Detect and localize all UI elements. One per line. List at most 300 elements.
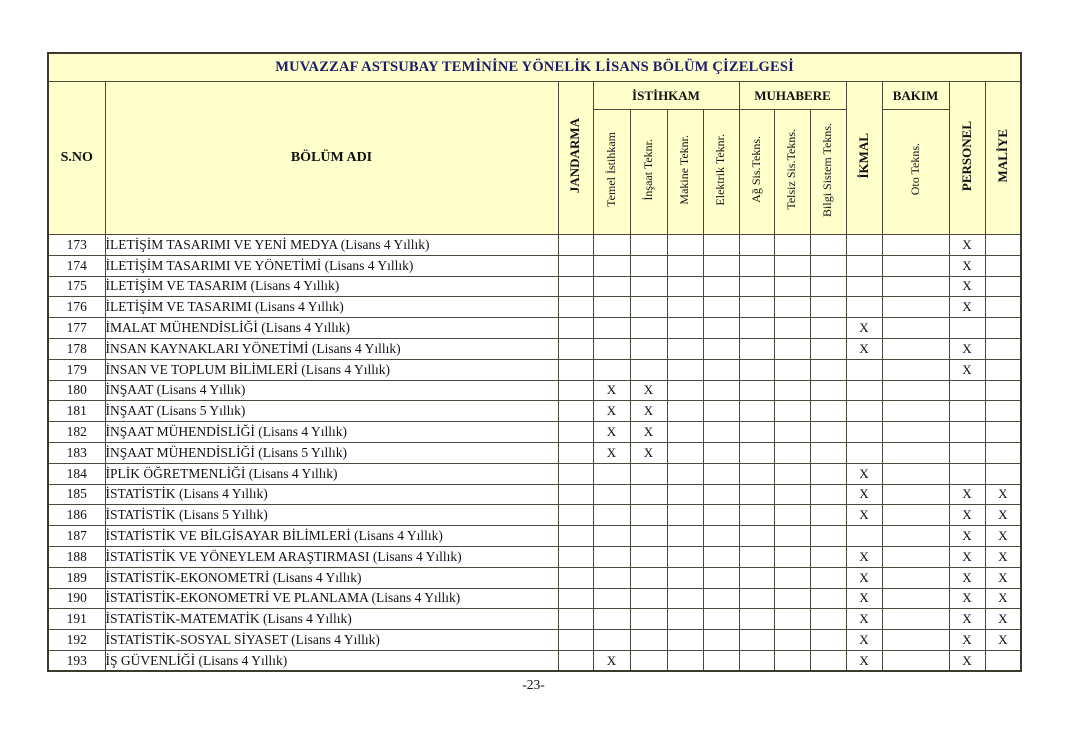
mark-cell-ag_sis_tekns <box>739 359 774 380</box>
mark-cell-temel_istihkam <box>593 297 630 318</box>
mark-cell-oto_tekns <box>882 255 949 276</box>
mark-cell-oto_tekns <box>882 422 949 443</box>
mark-cell-personel: X <box>949 588 985 609</box>
mark-cell-jandarma <box>558 338 593 359</box>
row-number: 174 <box>48 255 105 276</box>
mark-cell-temel_istihkam: X <box>593 650 630 671</box>
department-name: İPLİK ÖĞRETMENLİĞİ (Lisans 4 Yıllık) <box>105 463 558 484</box>
department-name: İSTATİSTİK-SOSYAL SİYASET (Lisans 4 Yıllık) <box>105 630 558 651</box>
mark-cell-oto_tekns <box>882 526 949 547</box>
mark-cell-oto_tekns <box>882 630 949 651</box>
col-header-ikmal <box>846 82 882 235</box>
mark-cell-makine_teknr <box>667 338 703 359</box>
table-row <box>48 235 1021 256</box>
mark-cell-bilgi_sistem_tekns <box>810 359 846 380</box>
mark-cell-ikmal: X <box>846 546 882 567</box>
mark-cell-personel: X <box>949 338 985 359</box>
mark-cell-telsiz_sis_tekns <box>774 463 810 484</box>
department-name: İMALAT MÜHENDİSLİĞİ (Lisans 4 Yıllık) <box>105 318 558 339</box>
elektrik-teknr-rotated-label: Elektrik Teknr. <box>713 133 728 206</box>
mark-cell-insaat_teknr <box>630 526 667 547</box>
mark-cell-ikmal: X <box>846 588 882 609</box>
mark-cell-ag_sis_tekns <box>739 401 774 422</box>
row-number: 187 <box>48 526 105 547</box>
mark-cell-insaat_teknr <box>630 567 667 588</box>
mark-cell-jandarma <box>558 380 593 401</box>
mark-cell-oto_tekns <box>882 338 949 359</box>
mark-cell-jandarma <box>558 276 593 297</box>
mark-cell-ikmal: X <box>846 630 882 651</box>
mark-cell-jandarma <box>558 235 593 256</box>
mark-cell-makine_teknr <box>667 318 703 339</box>
mark-cell-personel <box>949 463 985 484</box>
mark-cell-bilgi_sistem_tekns <box>810 463 846 484</box>
table-row <box>48 567 1021 588</box>
table-row <box>48 380 1021 401</box>
mark-cell-bilgi_sistem_tekns <box>810 442 846 463</box>
col-header-makine-teknr <box>667 110 703 235</box>
mark-cell-insaat_teknr <box>630 318 667 339</box>
mark-cell-telsiz_sis_tekns <box>774 567 810 588</box>
mark-cell-jandarma <box>558 297 593 318</box>
mark-cell-bilgi_sistem_tekns <box>810 255 846 276</box>
bilgi-sistem-tekns-rotated-label: Bilgi Sistem Tekns. <box>820 122 835 217</box>
mark-cell-insaat_teknr <box>630 297 667 318</box>
table-row <box>48 401 1021 422</box>
group-header-bakim: BAKIM <box>882 82 949 110</box>
mark-cell-bilgi_sistem_tekns <box>810 526 846 547</box>
mark-cell-jandarma <box>558 650 593 671</box>
mark-cell-jandarma <box>558 567 593 588</box>
mark-cell-bilgi_sistem_tekns <box>810 297 846 318</box>
mark-cell-bilgi_sistem_tekns <box>810 588 846 609</box>
mark-cell-jandarma <box>558 442 593 463</box>
mark-cell-temel_istihkam <box>593 609 630 630</box>
mark-cell-ag_sis_tekns <box>739 588 774 609</box>
mark-cell-telsiz_sis_tekns <box>774 630 810 651</box>
mark-cell-elektrik_teknr <box>703 630 739 651</box>
mark-cell-maliye: X <box>985 609 1021 630</box>
mark-cell-makine_teknr <box>667 235 703 256</box>
temel-istihkam-rotated-label: Temel İstihkam <box>603 132 618 207</box>
mark-cell-ikmal: X <box>846 318 882 339</box>
mark-cell-maliye <box>985 463 1021 484</box>
mark-cell-jandarma <box>558 401 593 422</box>
row-number: 184 <box>48 463 105 484</box>
mark-cell-jandarma <box>558 526 593 547</box>
mark-cell-temel_istihkam <box>593 630 630 651</box>
mark-cell-ikmal <box>846 380 882 401</box>
mark-cell-telsiz_sis_tekns <box>774 422 810 443</box>
row-number: 189 <box>48 567 105 588</box>
mark-cell-bilgi_sistem_tekns <box>810 630 846 651</box>
mark-cell-bilgi_sistem_tekns <box>810 567 846 588</box>
mark-cell-telsiz_sis_tekns <box>774 276 810 297</box>
header-group-row <box>48 82 1021 110</box>
mark-cell-elektrik_teknr <box>703 567 739 588</box>
mark-cell-makine_teknr <box>667 463 703 484</box>
ag-sis-tekns-rotated-label: Ağ Sis.Tekns. <box>748 136 763 203</box>
mark-cell-makine_teknr <box>667 422 703 443</box>
mark-cell-elektrik_teknr <box>703 463 739 484</box>
mark-cell-maliye <box>985 422 1021 443</box>
department-name: İSTATİSTİK VE BİLGİSAYAR BİLİMLERİ (Lisans 4 Yıllık) <box>105 526 558 547</box>
mark-cell-insaat_teknr <box>630 255 667 276</box>
mark-cell-maliye: X <box>985 505 1021 526</box>
mark-cell-elektrik_teknr <box>703 380 739 401</box>
mark-cell-temel_istihkam <box>593 588 630 609</box>
department-name: İSTATİSTİK-MATEMATİK (Lisans 4 Yıllık) <box>105 609 558 630</box>
mark-cell-ikmal <box>846 401 882 422</box>
row-number: 179 <box>48 359 105 380</box>
mark-cell-insaat_teknr <box>630 650 667 671</box>
table-row <box>48 318 1021 339</box>
row-number: 183 <box>48 442 105 463</box>
department-name: İNŞAAT MÜHENDİSLİĞİ (Lisans 5 Yıllık) <box>105 442 558 463</box>
mark-cell-elektrik_teknr <box>703 318 739 339</box>
mark-cell-insaat_teknr: X <box>630 380 667 401</box>
mark-cell-insaat_teknr <box>630 630 667 651</box>
mark-cell-telsiz_sis_tekns <box>774 650 810 671</box>
mark-cell-bilgi_sistem_tekns <box>810 338 846 359</box>
mark-cell-oto_tekns <box>882 588 949 609</box>
mark-cell-elektrik_teknr <box>703 650 739 671</box>
table-row <box>48 526 1021 547</box>
row-number: 191 <box>48 609 105 630</box>
maliye-rotated-label: MALİYE <box>994 129 1010 183</box>
col-header-temel-istihkam <box>593 110 630 235</box>
mark-cell-ikmal <box>846 442 882 463</box>
mark-cell-ag_sis_tekns <box>739 318 774 339</box>
jandarma-rotated-label: JANDARMA <box>567 118 583 194</box>
mark-cell-elektrik_teknr <box>703 526 739 547</box>
mark-cell-jandarma <box>558 505 593 526</box>
mark-cell-telsiz_sis_tekns <box>774 609 810 630</box>
mark-cell-ikmal <box>846 255 882 276</box>
mark-cell-personel: X <box>949 255 985 276</box>
mark-cell-makine_teknr <box>667 526 703 547</box>
department-name: İNŞAAT (Lisans 4 Yıllık) <box>105 380 558 401</box>
mark-cell-personel: X <box>949 505 985 526</box>
mark-cell-maliye: X <box>985 588 1021 609</box>
mark-cell-elektrik_teknr <box>703 484 739 505</box>
mark-cell-makine_teknr <box>667 276 703 297</box>
mark-cell-maliye <box>985 650 1021 671</box>
mark-cell-maliye: X <box>985 526 1021 547</box>
row-number: 178 <box>48 338 105 359</box>
row-number: 181 <box>48 401 105 422</box>
mark-cell-temel_istihkam <box>593 359 630 380</box>
mark-cell-insaat_teknr: X <box>630 442 667 463</box>
mark-cell-oto_tekns <box>882 297 949 318</box>
department-name: İNŞAAT MÜHENDİSLİĞİ (Lisans 4 Yıllık) <box>105 422 558 443</box>
col-header-jandarma <box>558 82 593 235</box>
mark-cell-bilgi_sistem_tekns <box>810 276 846 297</box>
col-header-telsiz-sis-tekns <box>774 110 810 235</box>
mark-cell-maliye <box>985 401 1021 422</box>
row-number: 190 <box>48 588 105 609</box>
mark-cell-telsiz_sis_tekns <box>774 338 810 359</box>
mark-cell-ag_sis_tekns <box>739 276 774 297</box>
insaat-teknr-rotated-label: İnşaat Teknr. <box>640 138 655 201</box>
mark-cell-insaat_teknr <box>630 276 667 297</box>
department-name: İSTATİSTİK (Lisans 5 Yıllık) <box>105 505 558 526</box>
mark-cell-makine_teknr <box>667 505 703 526</box>
mark-cell-telsiz_sis_tekns <box>774 546 810 567</box>
mark-cell-bilgi_sistem_tekns <box>810 318 846 339</box>
mark-cell-ag_sis_tekns <box>739 297 774 318</box>
mark-cell-personel: X <box>949 546 985 567</box>
mark-cell-oto_tekns <box>882 380 949 401</box>
mark-cell-bilgi_sistem_tekns <box>810 422 846 443</box>
mark-cell-temel_istihkam <box>593 505 630 526</box>
department-name: İSTATİSTİK VE YÖNEYLEM ARAŞTIRMASI (Lisans 4 Yıllık) <box>105 546 558 567</box>
department-name: İNŞAAT (Lisans 5 Yıllık) <box>105 401 558 422</box>
table-row <box>48 650 1021 671</box>
row-number: 193 <box>48 650 105 671</box>
mark-cell-maliye: X <box>985 630 1021 651</box>
mark-cell-temel_istihkam <box>593 255 630 276</box>
mark-cell-temel_istihkam <box>593 567 630 588</box>
mark-cell-oto_tekns <box>882 650 949 671</box>
row-number: 182 <box>48 422 105 443</box>
row-number: 176 <box>48 297 105 318</box>
mark-cell-maliye <box>985 276 1021 297</box>
mark-cell-personel: X <box>949 359 985 380</box>
mark-cell-temel_istihkam: X <box>593 401 630 422</box>
mark-cell-ikmal: X <box>846 650 882 671</box>
mark-cell-makine_teknr <box>667 380 703 401</box>
table-body <box>48 235 1021 672</box>
mark-cell-maliye <box>985 255 1021 276</box>
mark-cell-ag_sis_tekns <box>739 338 774 359</box>
lisans-bolum-cizelgesi-table <box>47 52 1022 672</box>
mark-cell-personel: X <box>949 297 985 318</box>
mark-cell-maliye: X <box>985 567 1021 588</box>
mark-cell-ag_sis_tekns <box>739 546 774 567</box>
mark-cell-temel_istihkam <box>593 318 630 339</box>
col-header-ag-sis-tekns <box>739 110 774 235</box>
department-name: İLETİŞİM VE TASARIMI (Lisans 4 Yıllık) <box>105 297 558 318</box>
mark-cell-insaat_teknr <box>630 546 667 567</box>
mark-cell-jandarma <box>558 255 593 276</box>
mark-cell-elektrik_teknr <box>703 338 739 359</box>
mark-cell-elektrik_teknr <box>703 442 739 463</box>
row-number: 175 <box>48 276 105 297</box>
mark-cell-insaat_teknr: X <box>630 422 667 443</box>
mark-cell-insaat_teknr <box>630 588 667 609</box>
mark-cell-telsiz_sis_tekns <box>774 297 810 318</box>
mark-cell-makine_teknr <box>667 442 703 463</box>
mark-cell-ag_sis_tekns <box>739 235 774 256</box>
mark-cell-maliye <box>985 442 1021 463</box>
mark-cell-ikmal: X <box>846 484 882 505</box>
table-row <box>48 463 1021 484</box>
mark-cell-ag_sis_tekns <box>739 255 774 276</box>
mark-cell-ikmal <box>846 235 882 256</box>
mark-cell-personel <box>949 442 985 463</box>
mark-cell-insaat_teknr <box>630 609 667 630</box>
mark-cell-jandarma <box>558 630 593 651</box>
mark-cell-jandarma <box>558 359 593 380</box>
table-row <box>48 422 1021 443</box>
department-name: İŞ GÜVENLİĞİ (Lisans 4 Yıllık) <box>105 650 558 671</box>
col-header-insaat-teknr <box>630 110 667 235</box>
row-number: 188 <box>48 546 105 567</box>
department-name: İNSAN KAYNAKLARI YÖNETİMİ (Lisans 4 Yıllık) <box>105 338 558 359</box>
mark-cell-ikmal: X <box>846 567 882 588</box>
mark-cell-temel_istihkam <box>593 235 630 256</box>
mark-cell-personel: X <box>949 484 985 505</box>
department-name: İLETİŞİM VE TASARIM (Lisans 4 Yıllık) <box>105 276 558 297</box>
mark-cell-insaat_teknr: X <box>630 401 667 422</box>
mark-cell-elektrik_teknr <box>703 276 739 297</box>
mark-cell-personel <box>949 380 985 401</box>
table-row <box>48 484 1021 505</box>
mark-cell-bilgi_sistem_tekns <box>810 380 846 401</box>
page-number: -23- <box>522 677 545 692</box>
mark-cell-oto_tekns <box>882 276 949 297</box>
mark-cell-oto_tekns <box>882 359 949 380</box>
mark-cell-makine_teknr <box>667 588 703 609</box>
mark-cell-personel: X <box>949 650 985 671</box>
mark-cell-elektrik_teknr <box>703 546 739 567</box>
mark-cell-jandarma <box>558 546 593 567</box>
mark-cell-oto_tekns <box>882 567 949 588</box>
mark-cell-maliye <box>985 338 1021 359</box>
row-number: 192 <box>48 630 105 651</box>
mark-cell-oto_tekns <box>882 442 949 463</box>
department-name: İSTATİSTİK-EKONOMETRİ (Lisans 4 Yıllık) <box>105 567 558 588</box>
mark-cell-elektrik_teknr <box>703 422 739 443</box>
department-name: İSTATİSTİK (Lisans 4 Yıllık) <box>105 484 558 505</box>
mark-cell-ikmal: X <box>846 609 882 630</box>
mark-cell-personel <box>949 401 985 422</box>
mark-cell-telsiz_sis_tekns <box>774 380 810 401</box>
mark-cell-jandarma <box>558 609 593 630</box>
mark-cell-makine_teknr <box>667 650 703 671</box>
mark-cell-makine_teknr <box>667 484 703 505</box>
mark-cell-elektrik_teknr <box>703 359 739 380</box>
mark-cell-ag_sis_tekns <box>739 650 774 671</box>
mark-cell-ikmal <box>846 359 882 380</box>
mark-cell-oto_tekns <box>882 609 949 630</box>
mark-cell-jandarma <box>558 463 593 484</box>
mark-cell-maliye <box>985 380 1021 401</box>
mark-cell-maliye <box>985 359 1021 380</box>
mark-cell-insaat_teknr <box>630 359 667 380</box>
mark-cell-elektrik_teknr <box>703 401 739 422</box>
mark-cell-ag_sis_tekns <box>739 484 774 505</box>
mark-cell-oto_tekns <box>882 235 949 256</box>
mark-cell-temel_istihkam <box>593 463 630 484</box>
col-header-sno: S.NO <box>48 82 105 235</box>
table-row <box>48 359 1021 380</box>
mark-cell-ikmal: X <box>846 463 882 484</box>
mark-cell-personel: X <box>949 526 985 547</box>
mark-cell-bilgi_sistem_tekns <box>810 609 846 630</box>
mark-cell-insaat_teknr <box>630 484 667 505</box>
mark-cell-temel_istihkam <box>593 526 630 547</box>
mark-cell-temel_istihkam <box>593 546 630 567</box>
col-header-bolum-adi: BÖLÜM ADI <box>105 82 558 235</box>
mark-cell-telsiz_sis_tekns <box>774 359 810 380</box>
mark-cell-telsiz_sis_tekns <box>774 442 810 463</box>
mark-cell-ikmal <box>846 276 882 297</box>
table-row <box>48 442 1021 463</box>
mark-cell-ikmal: X <box>846 338 882 359</box>
mark-cell-oto_tekns <box>882 546 949 567</box>
mark-cell-personel: X <box>949 630 985 651</box>
table-row <box>48 630 1021 651</box>
mark-cell-telsiz_sis_tekns <box>774 505 810 526</box>
mark-cell-makine_teknr <box>667 401 703 422</box>
mark-cell-elektrik_teknr <box>703 505 739 526</box>
mark-cell-jandarma <box>558 588 593 609</box>
department-name: İLETİŞİM TASARIMI VE YÖNETİMİ (Lisans 4 Yıllık) <box>105 255 558 276</box>
mark-cell-temel_istihkam <box>593 276 630 297</box>
mark-cell-temel_istihkam: X <box>593 442 630 463</box>
mark-cell-oto_tekns <box>882 463 949 484</box>
mark-cell-oto_tekns <box>882 318 949 339</box>
mark-cell-ag_sis_tekns <box>739 442 774 463</box>
mark-cell-elektrik_teknr <box>703 588 739 609</box>
mark-cell-insaat_teknr <box>630 463 667 484</box>
personel-rotated-label: PERSONEL <box>958 120 974 192</box>
mark-cell-ikmal <box>846 297 882 318</box>
mark-cell-telsiz_sis_tekns <box>774 235 810 256</box>
mark-cell-personel <box>949 422 985 443</box>
mark-cell-bilgi_sistem_tekns <box>810 401 846 422</box>
mark-cell-jandarma <box>558 318 593 339</box>
table-row <box>48 297 1021 318</box>
mark-cell-insaat_teknr <box>630 505 667 526</box>
table-row <box>48 255 1021 276</box>
mark-cell-ag_sis_tekns <box>739 380 774 401</box>
mark-cell-maliye <box>985 318 1021 339</box>
mark-cell-temel_istihkam <box>593 338 630 359</box>
mark-cell-personel: X <box>949 276 985 297</box>
mark-cell-personel <box>949 318 985 339</box>
mark-cell-oto_tekns <box>882 505 949 526</box>
mark-cell-ag_sis_tekns <box>739 463 774 484</box>
mark-cell-maliye <box>985 297 1021 318</box>
ikmal-rotated-label: İKMAL <box>855 133 871 179</box>
mark-cell-maliye: X <box>985 546 1021 567</box>
telsiz-sis-tekns-rotated-label: Telsiz Sis.Tekns. <box>784 129 799 210</box>
mark-cell-maliye: X <box>985 484 1021 505</box>
mark-cell-elektrik_teknr <box>703 235 739 256</box>
mark-cell-bilgi_sistem_tekns <box>810 546 846 567</box>
mark-cell-insaat_teknr <box>630 338 667 359</box>
mark-cell-ikmal <box>846 422 882 443</box>
col-header-oto-tekns <box>882 110 949 235</box>
mark-cell-oto_tekns <box>882 484 949 505</box>
mark-cell-ag_sis_tekns <box>739 422 774 443</box>
mark-cell-jandarma <box>558 484 593 505</box>
mark-cell-oto_tekns <box>882 401 949 422</box>
mark-cell-ag_sis_tekns <box>739 505 774 526</box>
mark-cell-personel: X <box>949 609 985 630</box>
mark-cell-telsiz_sis_tekns <box>774 401 810 422</box>
mark-cell-ag_sis_tekns <box>739 526 774 547</box>
mark-cell-jandarma <box>558 422 593 443</box>
mark-cell-bilgi_sistem_tekns <box>810 235 846 256</box>
table-row <box>48 588 1021 609</box>
mark-cell-personel: X <box>949 235 985 256</box>
table-row <box>48 276 1021 297</box>
mark-cell-ag_sis_tekns <box>739 630 774 651</box>
